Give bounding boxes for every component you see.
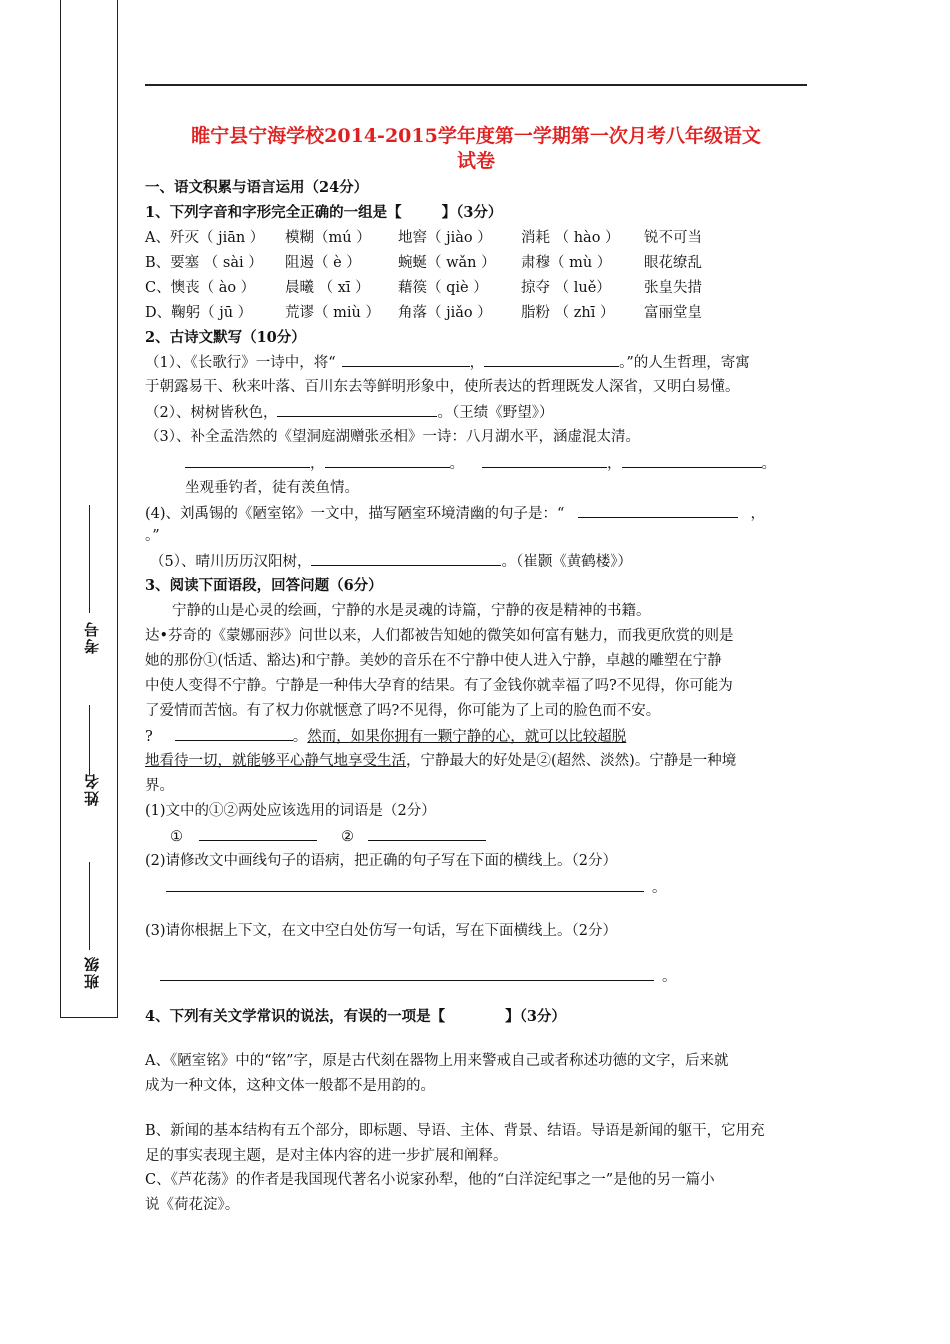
- class-label: 班级: [83, 955, 101, 989]
- q2-item-4: (4)、刘禹锡的《陋室铭》一文中，描写陋室环境清幽的句子是：“ ，: [145, 503, 765, 524]
- answer-blank[interactable]: [277, 402, 437, 417]
- exam-no-label: 考号: [83, 620, 101, 654]
- q3-sub-1: (1)文中的①②两处应该选用的词语是（2分）: [145, 803, 436, 819]
- exam-no-line: [89, 505, 90, 613]
- answer-blank[interactable]: [199, 826, 317, 841]
- answer-blank[interactable]: [484, 352, 619, 367]
- q2-item-2: （2）、树树皆秋色， 。（王绩《野望》）: [145, 402, 553, 423]
- q3-passage-line: 地看待一切，就能够平心静气地享受生活，宁静最大的好处是②(超然、淡然)。宁静是一种境: [145, 753, 737, 769]
- q3-passage-line: 达•芬奇的《蒙娜丽莎》问世以来，人们都被告知她的微笑如何富有魅力，而我更欣赏的则是: [145, 628, 734, 644]
- name-line: [89, 705, 90, 775]
- q4-option-a: A、《陋室铭》中的“铭”字，原是古代刻在器物上用来警戒自己或者称述功德的文字，后来就: [145, 1053, 729, 1069]
- q3-sub-3: (3)请你根据上下文，在文中空白处仿写一句话，写在下面横线上。（2分）: [145, 923, 618, 939]
- q4-stem: 4、下列有关文学常识的说法，有误的一项是【 】（3分）: [145, 1008, 566, 1025]
- q3-passage-line: 中使人变得不宁静。宁静是一种伟大孕育的结果。有了金钱你就幸福了吗?不见得，你可能为: [145, 678, 733, 694]
- answer-blank[interactable]: [482, 453, 607, 468]
- answer-blank[interactable]: [166, 877, 644, 892]
- q3-passage-line: 宁静的山是心灵的绘画，宁静的水是灵魂的诗篇，宁静的夜是精神的书籍。: [172, 603, 651, 619]
- q2-item-3-blanks: ， 。 ， 。: [185, 453, 776, 474]
- answer-blank[interactable]: [160, 966, 654, 981]
- answer-blank[interactable]: [325, 453, 450, 468]
- q2-item-1-cont: 于朝露易干、秋来叶落、百川东去等鲜明形象中，使所表达的哲理既发人深省，又明白易懂。: [145, 379, 740, 395]
- q2-item-3: （3）、补全孟浩然的《望洞庭湖赠张丞相》一诗：八月湖水平，涵虚混太清。: [145, 429, 640, 445]
- answer-blank[interactable]: [185, 453, 310, 468]
- q3-passage-line: 了爱情而苦恼。有了权力你就惬意了吗?不见得，你可能为了上司的脸色而不安。: [145, 703, 661, 719]
- q3-sub-2: (2)请修改文中画线句子的语病，把正确的句子写在下面的横线上。（2分）: [145, 853, 618, 869]
- underlined-sentence: 地看待一切，就能够平心静气地享受生活: [145, 753, 406, 769]
- q3-passage-line: 她的那份①(恬适、豁达)和宁静。美妙的音乐在不宁静中使人进入宁静，卓越的雕塑在宁静: [145, 653, 722, 669]
- q1-option-b: B、要塞 （ sài ） 阻遏（ è ） 蜿蜒（ wǎn ） 肃穆（ mù ） 眼花缭乱: [145, 255, 702, 271]
- q1-option-d: D、鞠躬（ jū ） 荒谬（ miù ） 角落（ jiǎo ） 脂粉 （ zhī ） 富丽堂皇: [145, 305, 702, 321]
- section-1-heading: 一、语文积累与语言运用（24分）: [145, 179, 369, 196]
- title-line-1: 睢宁县宁海学校2014-2015学年度第一学期第一次月考八年级语文: [191, 125, 761, 147]
- q3-sub-2-answer: 。: [166, 877, 667, 898]
- q4-option-b: B、新闻的基本结构有五个部分，即标题、导语、主体、背景、结语。导语是新闻的躯干，它用充: [145, 1123, 765, 1139]
- q4-option-c-cont: 说《荷花淀》。: [145, 1197, 240, 1213]
- q2-item-1: （1）、《长歌行》一诗中，将“ ， 。”的人生哲理，寄寓: [145, 352, 750, 373]
- q4-option-a-cont: 成为一种文体，这种文体一般都不是用韵的。: [145, 1078, 435, 1094]
- q2-item-5: （5）、晴川历历汉阳树， 。（崔颢《黄鹤楼》）: [150, 551, 632, 572]
- answer-blank[interactable]: [311, 551, 501, 566]
- q3-sub-3-answer: 。: [160, 966, 677, 987]
- answer-blank[interactable]: [368, 826, 486, 841]
- underlined-sentence: 然而，如果你拥有一颗宁静的心，就可以比较超脱: [307, 729, 627, 745]
- binding-margin: [60, 0, 118, 1018]
- class-line: [89, 862, 90, 950]
- header-rule: [145, 84, 807, 86]
- answer-blank[interactable]: [342, 352, 470, 367]
- q2-item-4-end: 。”: [145, 528, 160, 544]
- answer-blank[interactable]: [578, 503, 738, 518]
- q3-heading: 3、阅读下面语段，回答问题（6分）: [145, 577, 383, 594]
- name-label: 姓名: [83, 772, 101, 806]
- q4-option-c: C、《芦花荡》的作者是我国现代著名小说家孙犁，他的“白洋淀纪事之一”是他的另一篇小: [145, 1172, 715, 1188]
- q4-option-b-cont: 足的事实表现主题，是对主体内容的进一步扩展和阐释。: [145, 1148, 508, 1164]
- q2-heading: 2、古诗文默写（10分）: [145, 329, 306, 346]
- q1-stem: 1、下列字音和字形完全正确的一组是【 】（3分）: [145, 204, 503, 221]
- q1-option-c: C、懊丧（ ào ） 晨曦 （ xī ） 藉篌（ qiè ） 掠夺 （ luě） 张皇失措: [145, 280, 702, 296]
- q2-item-3-end: 坐观垂钓者，徒有羡鱼情。: [185, 480, 359, 496]
- title-line-2: 试卷: [456, 150, 495, 172]
- answer-blank[interactable]: [175, 726, 293, 741]
- q3-passage-line: ? 。然而，如果你拥有一颗宁静的心，就可以比较超脱: [145, 726, 626, 747]
- q1-option-a: A、歼灭（ jiān ） 模糊（mú ） 地窖（ jiào ） 消耗 （ hào ） 锐不可当: [145, 230, 702, 246]
- page-title: [145, 124, 807, 174]
- q3-sub-1-blanks: ① ②: [170, 826, 486, 847]
- q3-passage-line: 界。: [145, 778, 174, 794]
- answer-blank[interactable]: [622, 453, 762, 468]
